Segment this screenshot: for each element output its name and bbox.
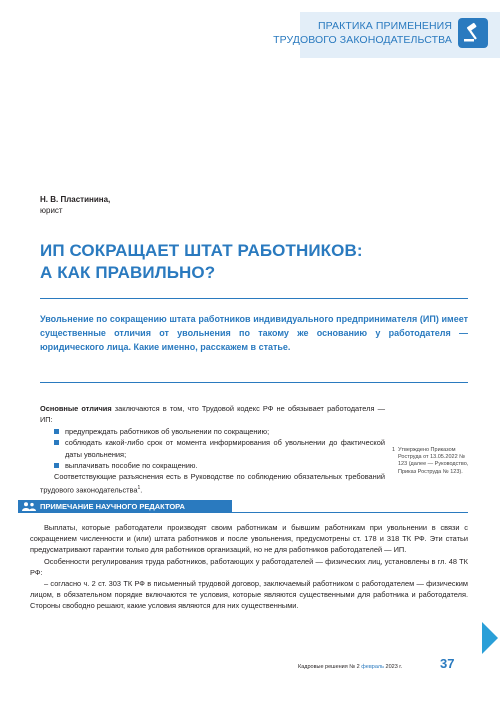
bullet-marker xyxy=(54,463,59,468)
section-title xyxy=(273,19,452,47)
bullet-item xyxy=(40,426,385,437)
closing-text: Соответствующие разъяснения есть в Руководстве по соблюдению обязательных требований трудового законодательства xyxy=(40,472,385,495)
section-title-line1: ПРАКТИКА ПРИМЕНЕНИЯ xyxy=(317,20,452,32)
author-block xyxy=(40,194,110,216)
article-lead: Увольнение по сокращению штата работников индивидуального предпринимателя (ИП) имеет существенные отличия от увольнения по такому же основанию у работодателя — юридического лица. Какие именно, расскажем в статье. xyxy=(40,314,468,352)
editor-note-body xyxy=(30,522,468,612)
divider-top xyxy=(40,298,468,299)
footnote xyxy=(392,447,470,476)
author-name: Н. В. Пластинина, xyxy=(40,195,111,204)
gavel-icon xyxy=(458,18,488,48)
closing-end: . xyxy=(140,485,143,495)
bullet-text: соблюдать какой-либо срок от момента информирования об увольнении до фактической даты увольнения; xyxy=(65,438,385,459)
bullet-text: предупреждать работников об увольнении по сокращению; xyxy=(65,426,270,436)
footnote-number: 1 xyxy=(392,447,396,453)
issue-month: февраль xyxy=(361,664,384,670)
editor-note-title: ПРИМЕЧАНИЕ НАУЧНОГО РЕДАКТОРА xyxy=(40,502,185,511)
editor-paragraph: – согласно ч. 2 ст. 303 ТК РФ в письменный трудовой договор, заключаемый работником с работодателем — физическим лицом, в обязательном порядке включаются те условия, которые являются существенными для работника и работодателя. Стороны свободно решают, какие условия являются для них существенными. xyxy=(30,579,468,611)
bullet-item xyxy=(40,437,385,460)
people-icon xyxy=(22,502,36,511)
article-title xyxy=(40,240,440,284)
article-title-line1: ИП СОКРАЩАЕТ ШТАТ РАБОТНИКОВ: xyxy=(40,241,363,260)
editor-note-header xyxy=(18,500,468,513)
next-page-arrow-icon[interactable] xyxy=(480,620,500,656)
page-number: 37 xyxy=(440,656,455,671)
footnote-ref[interactable]: 1 xyxy=(137,484,141,491)
article-body-intro xyxy=(40,403,385,496)
footnote-text: Утверждено Приказом Роструда от 13.05.2022 № 123 (далее — Руководство, Приказ Роструда № 123). xyxy=(398,447,469,475)
issue-year: 2023 г. xyxy=(385,664,403,670)
editor-paragraph: Особенности регулирования труда работников, работающих у работодателей — физических лиц, установлены в гл. 48 ТК РФ: xyxy=(30,556,468,577)
bullet-marker xyxy=(54,429,59,434)
article-title-line2: А КАК ПРАВИЛЬНО? xyxy=(40,263,216,282)
page-footer xyxy=(298,664,402,670)
editor-paragraph: Выплаты, которые работодатели производят своим работникам и бывшим работникам при увольнении в связи с сокращением численности и (или) штата работников и после увольнения, предусмотрены ст. 178 и 318 ТК РФ. Эти статьи предусматривают гарантии только для работников организаций, но не для работников работодателей — ИП. xyxy=(30,523,468,555)
closing-paragraph xyxy=(40,471,385,495)
intro-bold: Основные отличия xyxy=(40,404,112,413)
bullet-item xyxy=(40,460,385,471)
section-title-line2: ТРУДОВОГО ЗАКОНОДАТЕЛЬСТВА xyxy=(273,34,452,46)
divider-bottom xyxy=(40,382,468,383)
editor-note-label xyxy=(18,500,232,513)
journal-name: Кадровые решения № 2 xyxy=(298,664,360,670)
intro-text: заключаются в том, что Трудовой кодекс РФ не обязывает работодателя — ИП: xyxy=(40,404,385,425)
bullet-text: выплачивать пособие по сокращению. xyxy=(65,461,198,471)
intro-paragraph xyxy=(40,403,385,426)
author-role: юрист xyxy=(40,206,63,215)
bullet-marker xyxy=(54,440,59,445)
